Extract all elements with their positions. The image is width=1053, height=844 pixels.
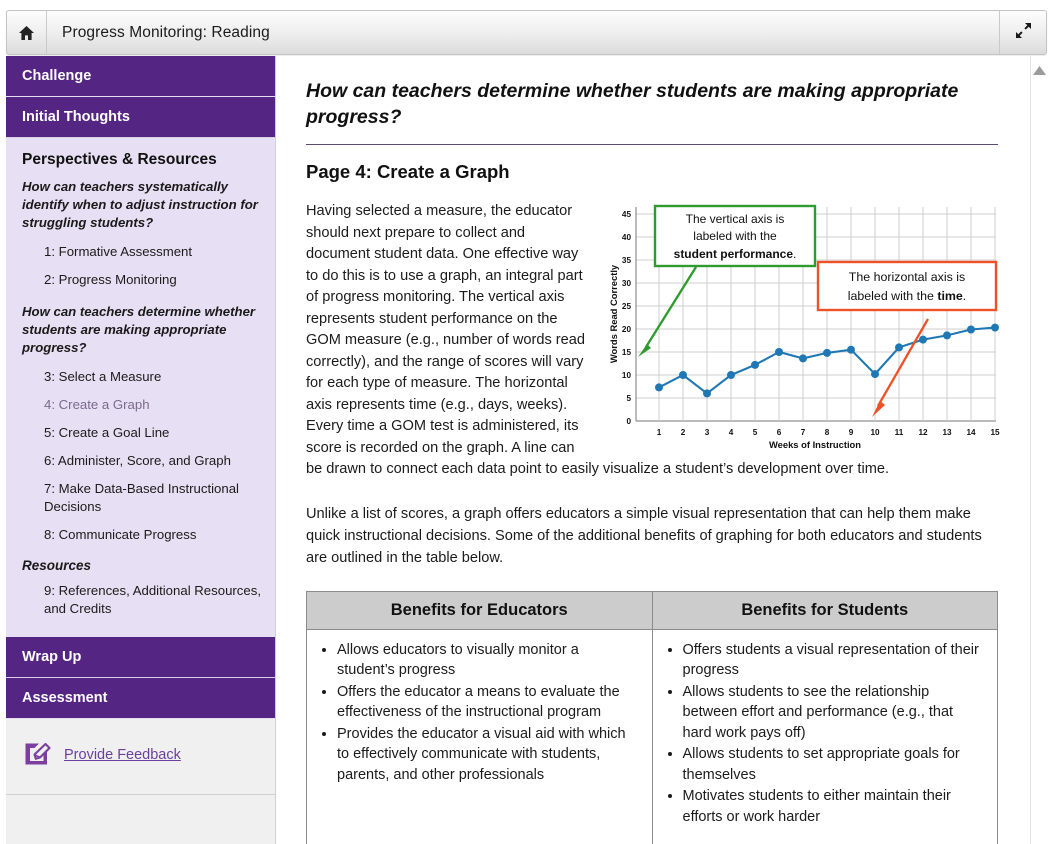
svg-text:20: 20	[621, 325, 631, 334]
sidebar-resources-label: Resources	[22, 558, 92, 573]
sidebar-item-initial-thoughts[interactable]: Initial Thoughts	[6, 97, 275, 138]
benefits-table	[306, 591, 998, 844]
svg-text:15: 15	[990, 428, 1000, 437]
svg-text:13: 13	[942, 428, 952, 437]
sidebar-item-page-4[interactable]: 4: Create a Graph	[44, 397, 150, 412]
sidebar-item-page-8[interactable]: 8: Communicate Progress	[44, 527, 197, 542]
svg-text:4: 4	[728, 428, 734, 437]
sidebar-item-page-5[interactable]: 5: Create a Goal Line	[44, 425, 170, 440]
svg-text:6: 6	[776, 428, 782, 437]
provide-feedback-link[interactable]: Provide Feedback	[64, 746, 181, 763]
sidebar-item-wrap-up[interactable]: Wrap Up	[6, 637, 275, 678]
sidebar-item-page-3[interactable]: 3: Select a Measure	[44, 369, 162, 384]
svg-text:11: 11	[894, 428, 904, 437]
svg-text:25: 25	[621, 302, 631, 311]
sidebar-section-title: Perspectives & Resources	[22, 151, 217, 168]
svg-text:10: 10	[621, 371, 631, 380]
scroll-up-arrow-icon[interactable]	[1033, 62, 1046, 80]
educators-list	[311, 640, 638, 786]
sidebar-item-challenge[interactable]: Challenge	[6, 56, 275, 97]
svg-text:12: 12	[918, 428, 928, 437]
svg-text:7: 7	[800, 428, 806, 437]
list-item: • Motivates students to either maintain their efforts or work harder	[683, 786, 984, 827]
vertical-axis-callout	[655, 206, 815, 266]
svg-text:The horizontal axis is: The horizontal axis is	[848, 270, 966, 284]
svg-text:5: 5	[752, 428, 758, 437]
svg-text:14: 14	[966, 428, 976, 437]
cell-students	[652, 629, 998, 844]
svg-text:labeled with the time.: labeled with the time.	[847, 289, 967, 303]
sidebar-item-page-9[interactable]: 9: References, Additional Resources, and Credits	[44, 583, 261, 616]
list-item: • Allows students to set appropriate goals for themselves	[683, 744, 984, 785]
svg-text:labeled with the: labeled with the	[693, 229, 777, 243]
sidebar-perspectives-section	[6, 138, 275, 637]
svg-text:8: 8	[824, 428, 830, 437]
top-toolbar	[6, 10, 1047, 55]
sidebar-item-assessment[interactable]: Assessment	[6, 678, 275, 719]
sidebar-item-page-7[interactable]: 7: Make Data-Based Instructional Decisions	[44, 481, 239, 514]
sidebar	[6, 56, 276, 844]
svg-text:15: 15	[621, 348, 631, 357]
svg-text:2: 2	[680, 428, 686, 437]
intro-paragraph-block	[306, 201, 1001, 481]
svg-text:10: 10	[870, 428, 880, 437]
sidebar-item-page-1[interactable]: 1: Formative Assessment	[44, 244, 193, 259]
app-title: Progress Monitoring: Reading	[62, 23, 270, 41]
home-icon	[18, 25, 35, 41]
graph-svg	[606, 201, 1001, 451]
svg-text:40: 40	[621, 233, 631, 242]
x-axis-title: Weeks of Instruction	[768, 439, 862, 450]
svg-text:45: 45	[621, 210, 631, 219]
svg-text:30: 30	[621, 279, 631, 288]
sidebar-question-1: How can teachers systematically identify when to adjust instruction for struggling students?	[22, 179, 258, 230]
expand-icon	[1014, 21, 1033, 45]
students-list	[657, 640, 984, 828]
sidebar-item-page-2[interactable]: 2: Progress Monitoring	[44, 272, 177, 287]
title-divider	[306, 144, 998, 145]
horizontal-axis-callout	[818, 262, 996, 310]
svg-text:0: 0	[626, 417, 631, 426]
list-item: • Offers students a visual representation of their progress	[683, 640, 984, 681]
home-button[interactable]	[7, 11, 47, 54]
svg-text:The vertical axis is: The vertical axis is	[685, 212, 785, 226]
svg-text:student performance.: student performance.	[673, 247, 797, 261]
svg-text:35: 35	[621, 256, 631, 265]
table-header-row	[307, 591, 998, 629]
table-row	[307, 629, 998, 844]
svg-text:9: 9	[848, 428, 854, 437]
paragraph-1: Having selected a measure, the educator should next prepare to collect and document student data. One effective way to do this is to use a graph, an integral part of progress monitoring. The vertical axis represents student performance on the GOM measure (e.g., number of words read correctly), and the range of scores will vary for each type of measure. The horizontal axis represents time (e.g., days, weeks). Every time a GOM test is administered, its score is recorded on the graph. A line can be drawn to connect each data point to easily visualize a student’s development over time.	[306, 203, 890, 477]
unit-question: How can teachers determine whether students are making appropriate progress?	[306, 80, 959, 128]
list-item: • Allows students to see the relationship between effort and performance (e.g., that hard work pays off)	[683, 682, 984, 744]
provide-feedback-row[interactable]	[6, 719, 275, 795]
content-pane	[277, 56, 1053, 844]
expand-button[interactable]	[999, 11, 1046, 54]
header-benefits-students: Benefits for Students	[652, 591, 998, 629]
paragraph-2: Unlike a list of scores, a graph offers educators a simple visual representation that can help them make quick instructional decisions. Some of the additional benefits of graphing for both educators and students are outlined in the table below.	[306, 505, 982, 566]
vertical-axis-callout-arrow	[638, 267, 696, 357]
list-item: • Offers the educator a means to evaluate the effectiveness of the instructional program	[337, 682, 638, 723]
page-title: Page 4: Create a Graph	[306, 161, 510, 182]
y-axis-tick-labels	[622, 210, 632, 426]
list-item: • Provides the educator a visual aid with which to effectively communicate with students, parents, and other professionals	[337, 724, 638, 786]
x-axis-tick-labels	[657, 428, 1000, 437]
y-axis-title: Words Read Correctly	[608, 264, 619, 364]
list-item: • Allows educators to visually monitor a student’s progress	[337, 640, 638, 681]
svg-text:1: 1	[656, 428, 662, 437]
edit-pencil-icon	[22, 737, 52, 772]
cell-educators	[307, 629, 653, 844]
sidebar-question-2: How can teachers determine whether students are making appropriate progress?	[22, 304, 256, 355]
header-benefits-educators: Benefits for Educators	[307, 591, 653, 629]
svg-text:5: 5	[626, 394, 631, 403]
svg-text:3: 3	[704, 428, 710, 437]
sidebar-item-page-6[interactable]: 6: Administer, Score, and Graph	[44, 453, 231, 468]
progress-monitoring-graph	[606, 201, 1001, 451]
vertical-scrollbar[interactable]	[1030, 56, 1047, 844]
